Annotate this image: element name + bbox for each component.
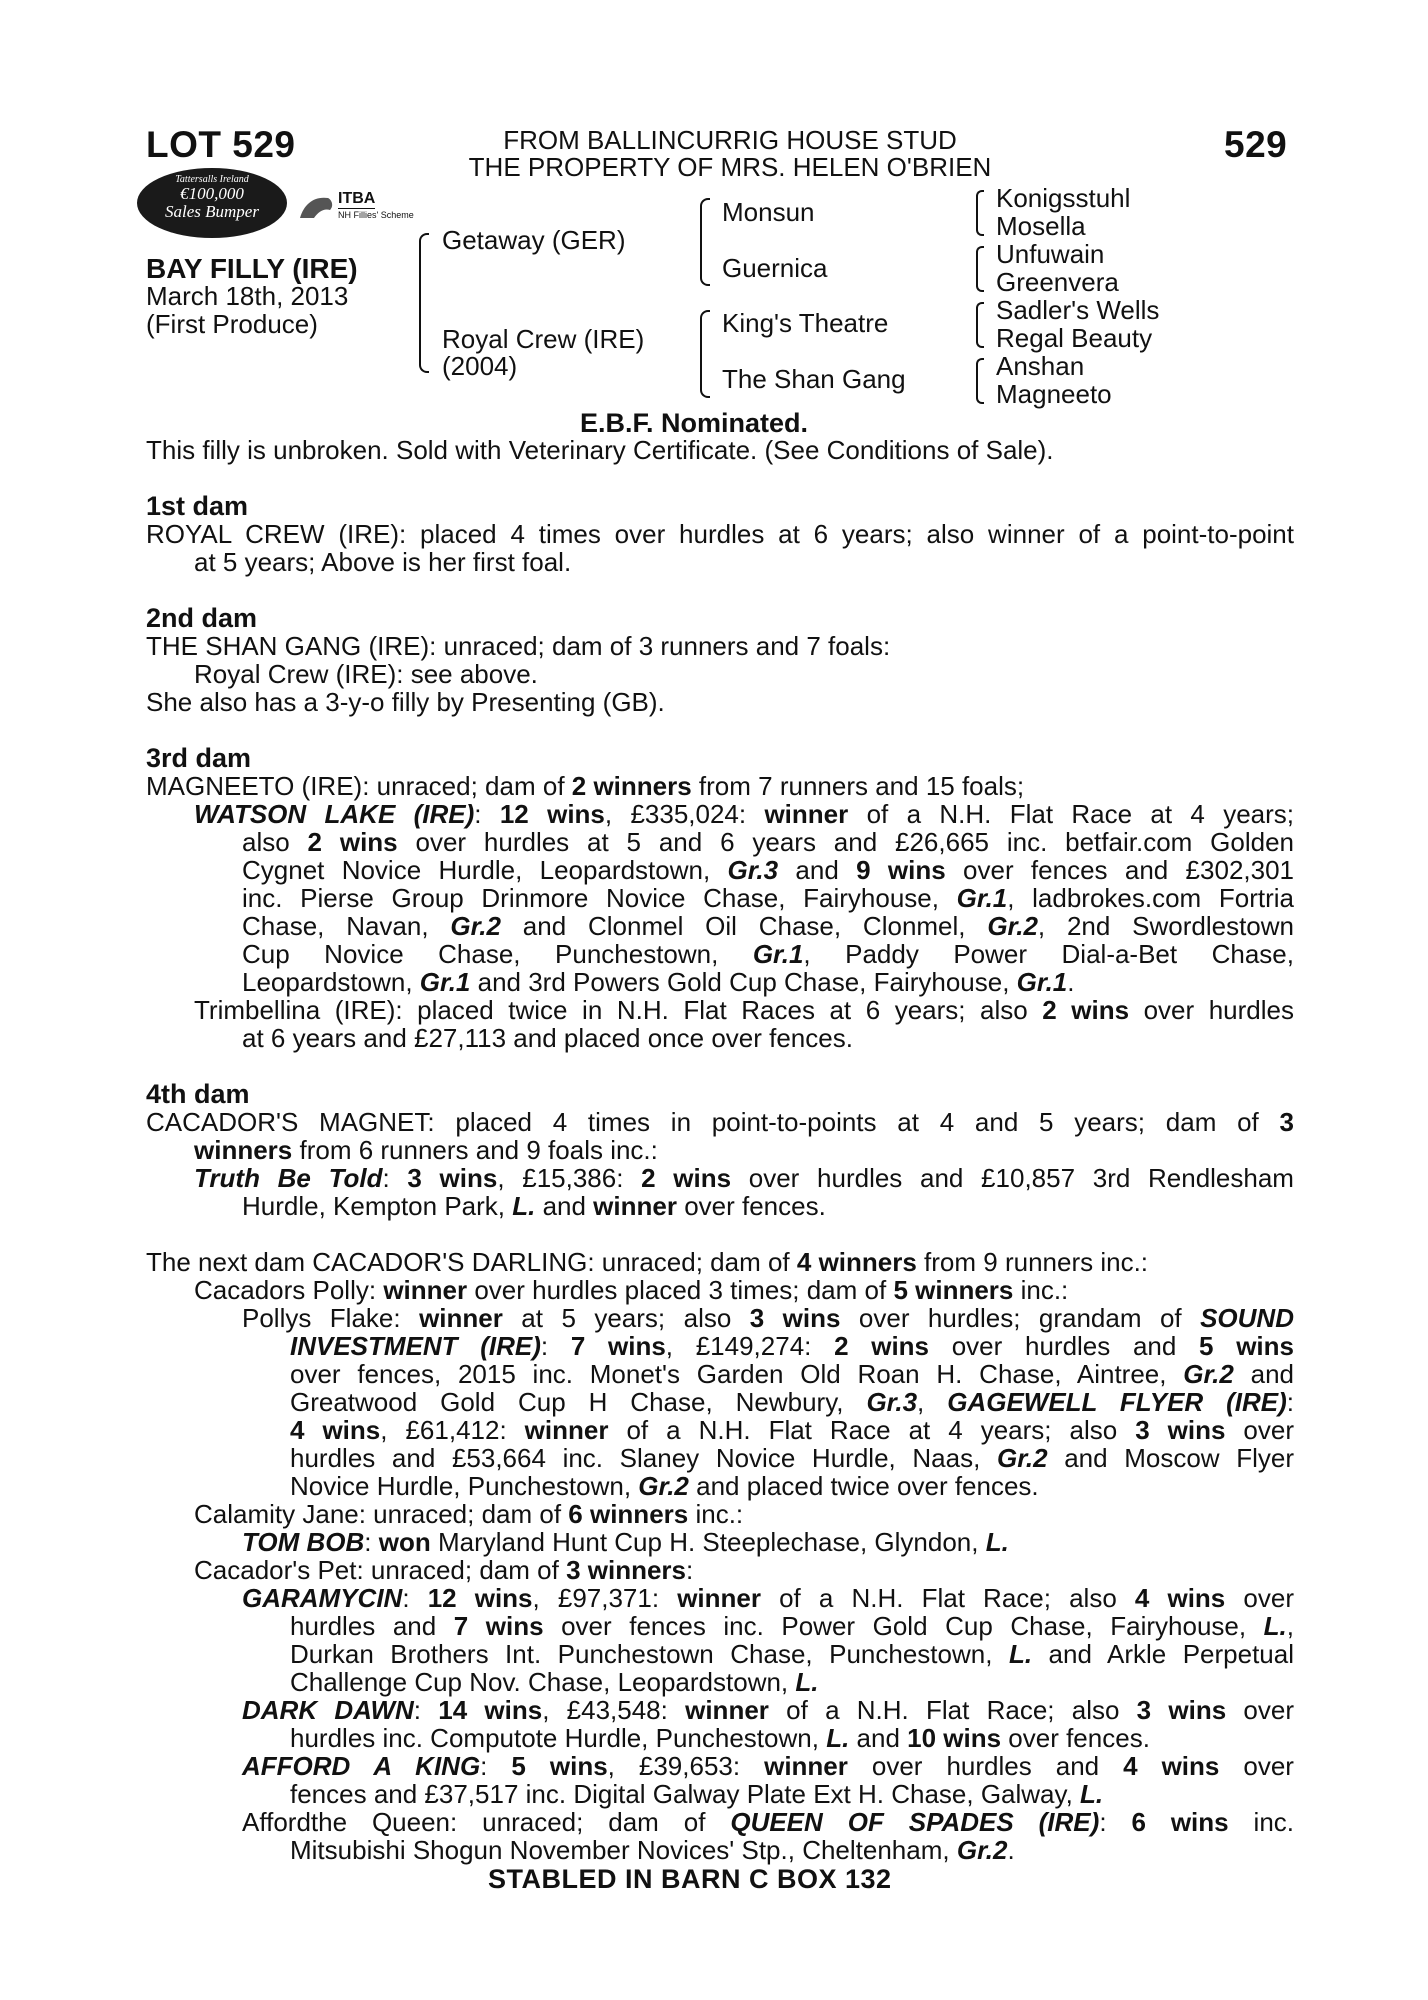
text: winner — [764, 799, 849, 829]
text: inc.: — [688, 1499, 744, 1529]
text: 3 wins — [407, 1163, 498, 1193]
third-dam-line — [194, 800, 1294, 828]
lot-number: 529 — [1224, 124, 1288, 165]
text: : — [1286, 1387, 1295, 1417]
text: Gr.1 — [419, 967, 471, 997]
text: The next dam CACADOR'S DARLING: unraced; dam of — [146, 1247, 797, 1277]
text: winners — [194, 1135, 293, 1165]
sire-sire: Monsun — [722, 197, 815, 227]
next-dam-line — [242, 1304, 1294, 1332]
text: of a N.H. Flat Race at 4 years; also — [608, 1415, 1136, 1445]
text: 14 wins — [438, 1695, 543, 1725]
first-dam-line: at 5 years; Above is her first foal. — [194, 547, 572, 577]
dam-year: (2004) — [442, 351, 518, 381]
vendor-line: FROM BALLINCURRIG HOUSE STUD — [503, 125, 957, 155]
text: of a N.H. Flat Race; also — [768, 1695, 1137, 1725]
text: and placed twice over fences. — [688, 1471, 1039, 1501]
horse-dob: March 18th, 2013 — [146, 281, 349, 311]
text: Gr.1 — [752, 939, 804, 969]
text: 10 wins — [907, 1723, 1002, 1753]
text: : — [686, 1555, 694, 1585]
text: INVESTMENT (IRE) — [290, 1331, 541, 1361]
dam-sire: King's Theatre — [722, 308, 889, 338]
text: Cacadors Polly: — [194, 1275, 384, 1305]
text: of a N.H. Flat Race at 4 years; — [848, 799, 1295, 829]
text: , £15,386: — [497, 1163, 642, 1193]
text: 3 wins — [1135, 1415, 1226, 1445]
sales-bumper-badge — [137, 168, 287, 238]
text: over — [1226, 1695, 1294, 1725]
text: over fences. — [1001, 1723, 1150, 1753]
pedigree-brace-dam — [700, 310, 710, 398]
text: hurdles inc. Computote Hurdle, Punchestown, — [290, 1723, 827, 1753]
next-dam-line — [242, 1584, 1294, 1612]
text: winner — [677, 1583, 761, 1613]
text: Gr.1 — [956, 883, 1008, 913]
text: Novice Hurdle, Punchestown, — [290, 1471, 639, 1501]
text: 5 wins — [1199, 1331, 1294, 1361]
text: 2 winners — [571, 771, 692, 801]
next-dam-line — [290, 1332, 1294, 1360]
next-dam-line — [290, 1640, 1294, 1668]
third-dam-line — [242, 968, 1075, 996]
badge-name: Sales Bumper — [165, 202, 259, 221]
text: 2 wins — [1042, 995, 1130, 1025]
text: , 2nd Swordlestown — [1037, 911, 1294, 941]
text: Calamity Jane: unraced; dam of — [194, 1499, 569, 1529]
text: 4 wins — [1123, 1751, 1220, 1781]
next-dam-line — [290, 1388, 1294, 1416]
sale-condition: This filly is unbroken. Sold with Veterinary Certificate. (See Conditions of Sale). — [146, 435, 1054, 465]
text: Greatwood Gold Cup H Chase, Newbury, — [290, 1387, 867, 1417]
next-dam-line — [290, 1780, 1103, 1808]
pedigree-brace-main — [419, 233, 429, 373]
text: and — [778, 855, 857, 885]
first-dam-heading: 1st dam — [146, 491, 249, 521]
third-dam-line — [146, 772, 1024, 800]
text: Cygnet Novice Hurdle, Leopardstown, — [242, 855, 728, 885]
text: 2 wins — [834, 1331, 930, 1361]
text: , — [917, 1387, 948, 1417]
brace-gen3-2 — [976, 246, 984, 292]
gen3-sds: Unfuwain — [996, 239, 1105, 269]
text: over — [1219, 1751, 1294, 1781]
text: , £43,548: — [542, 1695, 686, 1725]
text: over hurdles at 5 and 6 years and £26,665 inc. betfair.com Golden — [397, 827, 1294, 857]
dam-dam: The Shan Gang — [722, 364, 906, 394]
text: , £97,371: — [532, 1583, 678, 1613]
text: hurdles and £53,664 inc. Slaney Novice Hurdle, Naas, — [290, 1443, 997, 1473]
text: of a N.H. Flat Race; also — [760, 1583, 1135, 1613]
text: at 5 years; also — [502, 1303, 750, 1333]
text: winner — [383, 1275, 468, 1305]
text: : — [413, 1695, 439, 1725]
text: winner — [419, 1303, 503, 1333]
text: winner — [524, 1415, 609, 1445]
badge-amount: €100,000 — [180, 184, 244, 203]
text: L. — [1080, 1779, 1104, 1809]
text: , ladbrokes.com Fortria — [1007, 883, 1294, 913]
third-dam-line — [242, 828, 1294, 856]
third-dam-line — [242, 884, 1294, 912]
text: from 6 runners and 9 foals inc.: — [292, 1135, 658, 1165]
text: winner — [764, 1751, 848, 1781]
fourth-dam-line — [194, 1164, 1294, 1192]
next-dam-line — [242, 1808, 1294, 1836]
badge-small-text: Tattersalls Ireland — [175, 174, 249, 185]
gen3-dsd: Regal Beauty — [996, 323, 1153, 353]
brace-gen3-3 — [976, 302, 984, 348]
text: over hurdles and — [929, 1331, 1200, 1361]
text: Durkan Brothers Int. Punchestown Chase, Punchestown, — [290, 1639, 1009, 1669]
dam: Royal Crew (IRE) — [442, 324, 645, 354]
fourth-dam-heading: 4th dam — [146, 1079, 250, 1109]
text: Gr.2 — [638, 1471, 689, 1501]
text: winner — [685, 1695, 769, 1725]
text: : — [540, 1331, 571, 1361]
third-dam-heading: 3rd dam — [146, 743, 252, 773]
text: Cacador's Pet: unraced; dam of — [194, 1555, 567, 1585]
next-dam-line — [146, 1248, 1148, 1276]
text: 12 wins — [499, 799, 605, 829]
text: Chase, Navan, — [242, 911, 451, 941]
text: over fences inc. Power Gold Cup Chase, Fairyhouse, — [543, 1611, 1264, 1641]
text: Hurdle, Kempton Park, — [242, 1191, 513, 1221]
text: SOUND — [1200, 1303, 1294, 1333]
text: and Clonmel Oil Chase, Clonmel, — [500, 911, 988, 941]
text: 2 wins — [307, 827, 398, 857]
second-dam-line: She also has a 3-y-o filly by Presenting (GB). — [146, 687, 665, 717]
text: 3 — [1279, 1107, 1294, 1137]
text: WATSON LAKE (IRE) — [194, 799, 475, 829]
text: Gr.2 — [987, 911, 1038, 941]
text: , £39,653: — [607, 1751, 765, 1781]
gen3-ddd: Magneeto — [996, 379, 1112, 409]
text: Mitsubishi Shogun November Novices' Stp., Cheltenham, — [290, 1835, 957, 1865]
text: 3 wins — [749, 1303, 841, 1333]
text: : — [402, 1583, 428, 1613]
text: DARK DAWN — [242, 1695, 414, 1725]
next-dam-line — [290, 1444, 1294, 1472]
text: also — [242, 827, 308, 857]
next-dam-line — [242, 1696, 1294, 1724]
text: Cup Novice Chase, Punchestown, — [242, 939, 753, 969]
text: L. — [826, 1723, 850, 1753]
text: 6 wins — [1131, 1807, 1229, 1837]
text: over hurdles and £10,857 3rd Rendlesham — [731, 1163, 1294, 1193]
next-dam-line — [194, 1276, 1068, 1304]
text: Gr.2 — [956, 1835, 1008, 1865]
text: over hurdles — [1129, 995, 1294, 1025]
next-dam-line — [242, 1752, 1294, 1780]
text: 7 wins — [570, 1331, 666, 1361]
next-dam-line — [290, 1360, 1294, 1388]
next-dam-line — [290, 1836, 1015, 1864]
text: 4 winners — [796, 1247, 917, 1277]
sire: Getaway (GER) — [442, 225, 626, 255]
text: 3 wins — [1136, 1695, 1227, 1725]
text: L. — [512, 1191, 536, 1221]
text: 9 wins — [856, 855, 946, 885]
text: inc. Pierse Group Drinmore Novice Chase, Fairyhouse, — [242, 883, 957, 913]
gen3-ssd: Mosella — [996, 211, 1086, 241]
itba-title: ITBA — [338, 190, 376, 207]
text: GAGEWELL FLYER (IRE) — [947, 1387, 1287, 1417]
itba-logo — [296, 188, 436, 226]
text: L. — [1263, 1611, 1287, 1641]
text: and Moscow Flyer — [1047, 1443, 1295, 1473]
gen3-sdd: Greenvera — [996, 267, 1119, 297]
text: from 9 runners inc.: — [916, 1247, 1149, 1277]
text: : — [474, 799, 500, 829]
text: and — [849, 1723, 908, 1753]
next-dam-line — [194, 1556, 693, 1584]
text: Affordthe Queen: unraced; dam of — [242, 1807, 731, 1837]
text: from 7 runners and 15 foals; — [691, 771, 1025, 801]
gen3-dds: Anshan — [996, 351, 1085, 381]
stabling-info: STABLED IN BARN C BOX 132 — [488, 1864, 892, 1894]
third-dam-line — [194, 996, 1294, 1024]
sire-dam: Guernica — [722, 253, 828, 283]
text: , — [1286, 1611, 1294, 1641]
text: , £61,412: — [380, 1415, 525, 1445]
text: 7 wins — [453, 1611, 544, 1641]
text: 6 winners — [568, 1499, 689, 1529]
text: Gr.2 — [1183, 1359, 1234, 1389]
text: Leopardstown, — [242, 967, 420, 997]
text: over — [1225, 1415, 1295, 1445]
text: CACADOR'S MAGNET: placed 4 times in point-to-points at 4 and 5 years; dam of — [146, 1107, 1280, 1137]
second-dam-line: THE SHAN GANG (IRE): unraced; dam of 3 runners and 7 foals: — [146, 631, 891, 661]
horse-head-icon — [296, 192, 336, 222]
text: hurdles and — [290, 1611, 454, 1641]
fourth-dam-line — [146, 1108, 1294, 1136]
first-dam-line: ROYAL CREW (IRE): placed 4 times over hurdles at 6 years; also winner of a point-to-point — [146, 519, 1294, 549]
text: and — [1233, 1359, 1294, 1389]
text: over hurdles and — [847, 1751, 1124, 1781]
horse-note: (First Produce) — [146, 309, 318, 339]
text: L. — [985, 1527, 1009, 1557]
text: inc. — [1228, 1807, 1294, 1837]
text: , Paddy Power Dial-a-Bet Chase, — [803, 939, 1294, 969]
second-dam-line: Royal Crew (IRE): see above. — [194, 659, 538, 689]
third-dam-line — [242, 912, 1294, 940]
text: Maryland Hunt Cup H. Steeplechase, Glyndon, — [430, 1527, 986, 1557]
next-dam-line — [290, 1668, 818, 1696]
text: over fences and £302,301 — [945, 855, 1295, 885]
fourth-dam-line — [194, 1136, 658, 1164]
text: Gr.2 — [996, 1443, 1048, 1473]
text: Gr.3 — [727, 855, 779, 885]
text: 12 wins — [427, 1583, 533, 1613]
text: Truth Be Told — [194, 1163, 383, 1193]
next-dam-line — [290, 1724, 1150, 1752]
text: Challenge Cup Nov. Chase, Leopardstown, — [290, 1667, 796, 1697]
text: fences and £37,517 inc. Digital Galway Plate Ext H. Chase, Galway, — [290, 1779, 1081, 1809]
text: TOM BOB — [242, 1527, 365, 1557]
text: 5 winners — [893, 1275, 1014, 1305]
text: : — [480, 1751, 512, 1781]
text: 5 wins — [511, 1751, 608, 1781]
next-dam-line — [290, 1416, 1294, 1444]
text: Pollys Flake: — [242, 1303, 420, 1333]
text: Gr.1 — [1016, 967, 1068, 997]
text: : — [382, 1163, 408, 1193]
itba-subtitle: NH Fillies' Scheme — [338, 210, 414, 220]
second-dam-heading: 2nd dam — [146, 603, 258, 633]
text: L. — [1008, 1639, 1033, 1669]
next-dam-line — [290, 1612, 1294, 1640]
third-dam-line — [242, 856, 1294, 884]
text: and 3rd Powers Gold Cup Chase, Fairyhouse, — [470, 967, 1017, 997]
text: Gr.2 — [450, 911, 501, 941]
text: , £335,024: — [604, 799, 765, 829]
text: over fences, 2015 inc. Monet's Garden Old Roan H. Chase, Aintree, — [290, 1359, 1184, 1389]
text: inc.: — [1013, 1275, 1069, 1305]
fourth-dam-line — [242, 1192, 826, 1220]
text: 4 wins — [1134, 1583, 1226, 1613]
text: . — [1067, 967, 1075, 997]
text: , £149,274: — [665, 1331, 835, 1361]
text: 3 winners — [566, 1555, 686, 1585]
text: 2 wins — [641, 1163, 732, 1193]
text: over hurdles placed 3 times; dam of — [467, 1275, 894, 1305]
gen3-sss: Konigsstuhl — [996, 183, 1131, 213]
text: won — [378, 1527, 431, 1557]
next-dam-line — [194, 1500, 743, 1528]
horse-title: BAY FILLY (IRE) — [146, 253, 358, 284]
text: over — [1225, 1583, 1294, 1613]
brace-gen3-1 — [976, 190, 984, 236]
gen3-dss: Sadler's Wells — [996, 295, 1160, 325]
text: AFFORD A KING — [242, 1751, 481, 1781]
ebf-nomination: E.B.F. Nominated. — [580, 408, 809, 438]
text: over fences. — [676, 1191, 826, 1221]
text: Gr.3 — [866, 1387, 918, 1417]
text: over hurdles; grandam of — [840, 1303, 1201, 1333]
text: : — [364, 1527, 379, 1557]
text: winner — [593, 1191, 677, 1221]
next-dam-line — [290, 1472, 1039, 1500]
brace-gen3-4 — [976, 358, 984, 404]
text: L. — [795, 1667, 819, 1697]
text: 4 wins — [290, 1415, 381, 1445]
lot-label: LOT 529 — [146, 124, 296, 165]
property-line: THE PROPERTY OF MRS. HELEN O'BRIEN — [468, 152, 992, 182]
next-dam-line — [242, 1528, 1009, 1556]
text: : — [1099, 1807, 1132, 1837]
text: Trimbellina (IRE): placed twice in N.H. Flat Races at 6 years; also — [194, 995, 1043, 1025]
third-dam-line: at 6 years and £27,113 and placed once over fences. — [242, 1023, 853, 1053]
text: . — [1007, 1835, 1015, 1865]
text: MAGNEETO (IRE): unraced; dam of — [146, 771, 572, 801]
text: QUEEN OF SPADES (IRE) — [730, 1807, 1100, 1837]
pedigree-brace-sire — [700, 198, 710, 286]
third-dam-line — [242, 940, 1294, 968]
text: and — [535, 1191, 594, 1221]
text: and Arkle Perpetual — [1032, 1639, 1295, 1669]
text: GARAMYCIN — [242, 1583, 403, 1613]
